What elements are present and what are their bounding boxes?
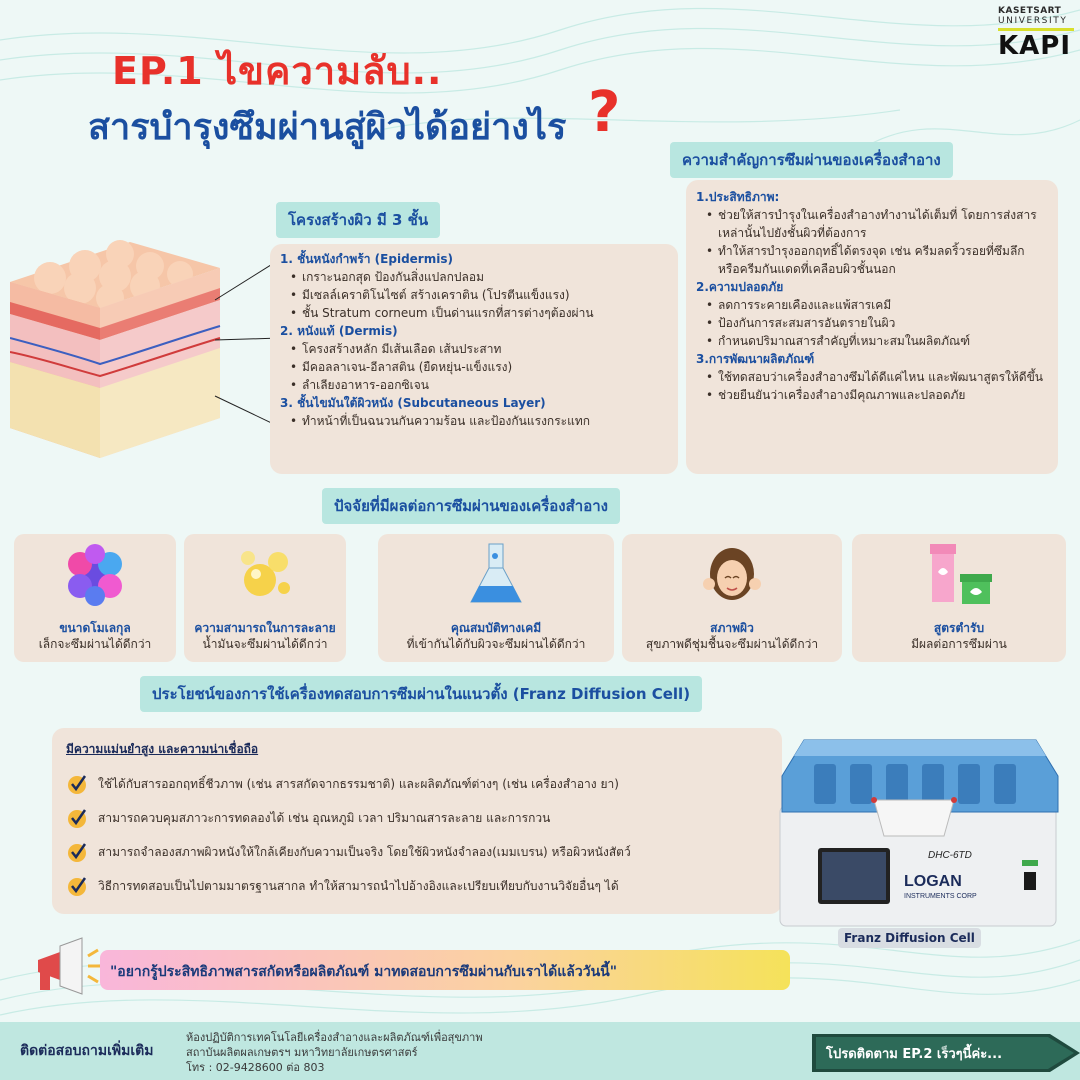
skin-layers-illustration <box>10 228 280 478</box>
address-line2: สถาบันผลิตผลเกษตรฯ มหาวิทยาลัยเกษตรศาสตร์ <box>186 1046 418 1059</box>
factors-heading: ปัจจัยที่มีผลต่อการซึมผ่านของเครื่องสำอาง <box>322 488 620 524</box>
factor-card <box>852 534 1066 662</box>
kapi-logo <box>998 6 1074 61</box>
skin-point: • ชั้น Stratum corneum เป็นด่านแรกที่สารต่างๆต้องผ่าน <box>280 304 668 322</box>
importance-point: • ช่วยยืนยันว่าเครื่องสำอางมีคุณภาพและปลอดภัย <box>696 386 1048 404</box>
importance-point: • ป้องกันการสะสมสารอันตรายในผิว <box>696 314 1048 332</box>
question-mark: ? <box>588 80 621 145</box>
benefits-subheading: มีความแม่นยำสูง และความน่าเชื่อถือ <box>66 742 259 756</box>
factor-title: สูตรตำรับ <box>933 621 985 635</box>
dermis-title: 2. หนังแท้ (Dermis) <box>280 324 398 338</box>
importance-point: • ใช้ทดสอบว่าเครื่องสำอางซึมได้ดีแค่ไหน และพัฒนาสูตรให้ดีขึ้น <box>696 368 1048 386</box>
logo-line2: UNIVERSITY <box>998 16 1074 31</box>
contact-address <box>186 1030 483 1075</box>
skin-point: • ทำหน้าที่เป็นฉนวนกันความร้อน และป้องกันแรงกระแทก <box>280 412 668 430</box>
benefit-item <box>66 773 768 795</box>
skin-point: • ลำเลียงอาหาร-ออกซิเจน <box>280 376 668 394</box>
importance-section-2-title: 2.ความปลอดภัย <box>696 280 784 294</box>
device-caption: Franz Diffusion Cell <box>838 928 981 948</box>
cosmetic-jars-icon <box>924 540 994 610</box>
check-icon <box>66 841 88 863</box>
importance-section-3-title: 3.การพัฒนาผลิตภัณฑ์ <box>696 352 815 366</box>
importance-point: • ทำให้สารบำรุงออกฤทธิ์ได้ตรงจุด เช่น ครีมลดริ้วรอยที่ซึมลึก หรือครีมกันแดดที่เคลือบผิวชั้นนอก <box>696 242 1048 278</box>
benefit-item <box>66 807 768 829</box>
next-episode-banner <box>812 1034 1080 1072</box>
skin-panel <box>270 244 678 474</box>
address-line3: โทร : 02-9428600 ต่อ 803 <box>186 1061 325 1074</box>
benefits-heading: ประโยชน์ของการใช้เครื่องทดสอบการซึมผ่านในแนวตั้ง (Franz Diffusion Cell) <box>140 676 702 712</box>
face-icon <box>697 540 767 610</box>
importance-panel <box>686 180 1058 474</box>
benefit-item <box>66 875 768 897</box>
skin-point: • มีเซลล์เคราติโนไซต์ สร้างเคราติน (โปรตีนแข็งแรง) <box>280 286 668 304</box>
address-line1: ห้องปฏิบัติการเทคโนโลยีเครื่องสำอางและผลิตภัณฑ์เพื่อสุขภาพ <box>186 1031 483 1044</box>
title-line1: EP.1 ไขความลับ.. <box>112 49 443 93</box>
factor-card <box>184 534 346 662</box>
factor-card <box>14 534 176 662</box>
skin-point: • โครงสร้างหลัก มีเส้นเลือด เส้นประสาท <box>280 340 668 358</box>
check-icon <box>66 875 88 897</box>
oil-drops-icon <box>230 540 300 610</box>
factor-card <box>622 534 842 662</box>
molecule-icon <box>60 540 130 610</box>
device-model: DHC-6TD <box>928 850 972 861</box>
benefits-panel <box>52 728 782 914</box>
importance-point: • ช่วยให้สารบำรุงในเครื่องสำอางทำงานได้เต็มที่ โดยการส่งสารเหล่านั้นไปยังชั้นผิวที่ต้องการ <box>696 206 1048 242</box>
logo-line1: KASETSART <box>998 6 1062 16</box>
skin-heading: โครงสร้างผิว มี 3 ชั้น <box>276 202 440 238</box>
logo-line3: KAPI <box>998 31 1071 61</box>
factor-title: ขนาดโมเลกุล <box>59 621 131 635</box>
factor-card <box>378 534 614 662</box>
device-brand: LOGAN <box>904 873 962 890</box>
flask-icon <box>461 540 531 610</box>
factor-desc: ที่เข้ากันได้กับผิวจะซึมผ่านได้ดีกว่า <box>406 637 586 651</box>
subcutaneous-title: 3. ชั้นไขมันใต้ผิวหนัง (Subcutaneous Layer) <box>280 396 546 410</box>
importance-point: • ลดการระคายเคืองและแพ้สารเคมี <box>696 296 1048 314</box>
factor-title: ความสามารถในการละลาย <box>194 621 336 635</box>
title-line2: สารบำรุงซึมผ่านสู่ผิวได้อย่างไร <box>88 107 567 148</box>
megaphone-icon <box>30 936 102 1000</box>
importance-heading: ความสำคัญการซึมผ่านของเครื่องสำอาง <box>670 142 953 178</box>
factor-desc: มีผลต่อการซึมผ่าน <box>911 637 1007 651</box>
skin-point: • มีคอลลาเจน-อีลาสติน (ยืดหยุ่น-แข็งแรง) <box>280 358 668 376</box>
franz-diffusion-device-image <box>774 736 1064 932</box>
check-icon <box>66 773 88 795</box>
contact-label: ติดต่อสอบถามเพิ่มเติม <box>20 1043 154 1059</box>
factor-desc: เล็กจะซึมผ่านได้ดีกว่า <box>38 637 152 651</box>
benefit-item <box>66 841 768 863</box>
benefit-text: ใช้ได้กับสารออกฤทธิ์ชีวภาพ (เช่น สารสกัดจากธรรมชาติ) และผลิตภัณฑ์ต่างๆ (เช่น เครื่องสำอาง ยา) <box>98 776 619 791</box>
cta-banner: "อยากรู้ประสิทธิภาพสารสกัดหรือผลิตภัณฑ์ มาทดสอบการซึมผ่านกับเราได้แล้ววันนี้" <box>100 950 790 990</box>
benefit-text: วิธีการทดสอบเป็นไปตามมาตรฐานสากล ทำให้สามารถนำไปอ้างอิงและเปรียบเทียบกับงานวิจัยอื่นๆ ได้ <box>98 878 619 893</box>
factor-title: สภาพผิว <box>710 621 754 635</box>
epidermis-title: 1. ชั้นหนังกำพร้า (Epidermis) <box>280 252 453 266</box>
next-episode-text: โปรดติดตาม EP.2 เร็วๆนี้ค่ะ... <box>826 1047 1003 1062</box>
importance-point: • กำหนดปริมาณสารสำคัญที่เหมาะสมในผลิตภัณฑ์ <box>696 332 1048 350</box>
check-icon <box>66 807 88 829</box>
factor-desc: สุขภาพดีชุ่มชื้นจะซึมผ่านได้ดีกว่า <box>645 637 819 651</box>
skin-point: • เกราะนอกสุด ป้องกันสิ่งแปลกปลอม <box>280 268 668 286</box>
benefit-text: สามารถควบคุมสภาวะการทดลองได้ เช่น อุณหภูมิ เวลา ปริมาณสารละลาย และการกวน <box>98 810 551 825</box>
importance-section-1-title: 1.ประสิทธิภาพ: <box>696 190 780 204</box>
benefit-text: สามารถจำลองสภาพผิวหนังให้ใกล้เคียงกับความเป็นจริง โดยใช้ผิวหนังจำลอง(เมมเบรน) หรือผิวหนังสัตว์ <box>98 844 631 859</box>
factor-title: คุณสมบัติทางเคมี <box>450 621 542 635</box>
factor-desc: น้ำมันจะซึมผ่านได้ดีกว่า <box>202 637 328 651</box>
device-brand-sub: INSTRUMENTS CORP <box>904 893 977 900</box>
